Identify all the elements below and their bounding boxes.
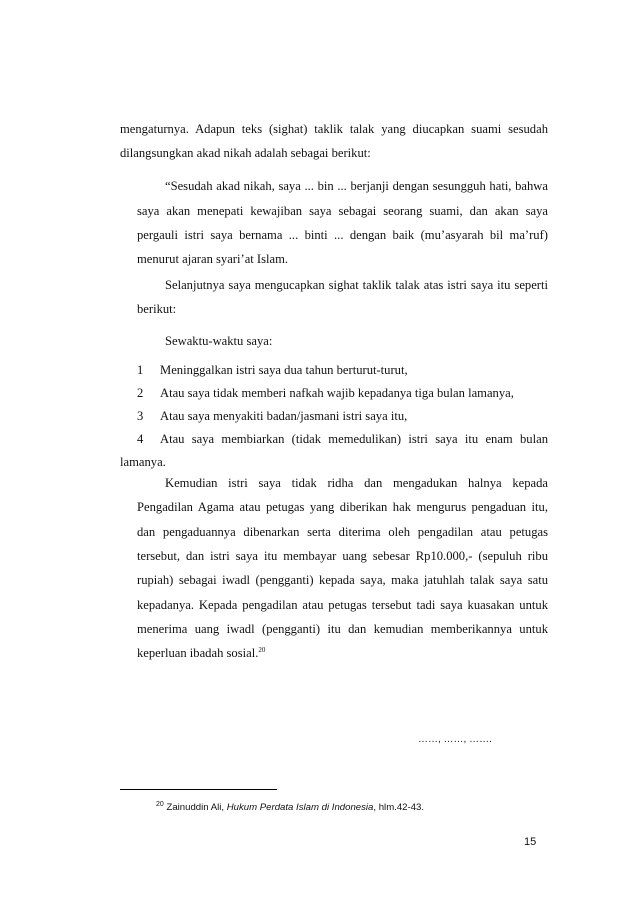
list-item: Atau saya menyakiti badan/jasmani istri saya itu, <box>160 409 408 423</box>
footnote-title: Hukum Perdata Islam di Indonesia <box>226 802 374 813</box>
paragraph-line: kepadanya. Kepada pengadilan atau petugas tersebut tadi saya kuasakan untuk <box>137 598 548 612</box>
ellipsis-text: ……, ……, ……. <box>418 734 492 745</box>
paragraph-line: menerima uang iwadl (pengganti) itu dan kemudian memberikannya untuk <box>137 622 548 636</box>
paragraph-line: dan pengaduannya dibenarkan serta diterima oleh pengadilan atau petugas <box>137 525 548 539</box>
quote-line: “Sesudah akad nikah, saya ... bin ... berjanji dengan sesungguh hati, bahwa <box>165 179 548 193</box>
paragraph-line: Kemudian istri saya tidak ridha dan mengadukan halnya kepada <box>165 476 548 490</box>
paragraph-line: tersebut, dan istri saya itu membayar uang sebesar Rp10.000,- (sepuluh ribu <box>137 549 548 563</box>
footnote-number: 20 <box>156 800 164 808</box>
paragraph-line: berikut: <box>137 302 177 316</box>
footnote <box>156 801 424 814</box>
footnote-reference[interactable]: 20 <box>258 645 266 654</box>
list-number: 4 <box>137 432 144 446</box>
list-number: 3 <box>137 409 144 423</box>
paragraph-line <box>137 645 265 661</box>
paragraph-line: dilangsungkan akad nikah adalah sebagai berikut: <box>120 146 371 160</box>
paragraph-text: keperluan ibadah sosial. <box>137 646 259 660</box>
list-item: Meninggalkan istri saya dua tahun berturut-turut, <box>160 363 408 377</box>
quote-line: pergauli istri saya bernama ... binti ... dengan baik (mu’asyarah bil ma’ruf) <box>137 228 548 242</box>
paragraph-line: Pengadilan Agama atau petugas yang diberikan hak mengurus pengaduan itu, <box>137 500 548 514</box>
footnote-author: Zainuddin Ali, <box>166 802 227 813</box>
list-tail: lamanya. <box>120 455 166 469</box>
page-number: 15 <box>524 836 537 848</box>
paragraph-line: Sewaktu-waktu saya: <box>165 334 273 348</box>
footnote-divider <box>120 789 277 790</box>
footnote-pages: , hlm.42-43. <box>373 802 425 813</box>
list-number: 2 <box>137 386 144 400</box>
list-item: Atau saya tidak memberi nafkah wajib kepadanya tiga bulan lamanya, <box>160 386 514 400</box>
paragraph-line: rupiah) sebagai iwadl (pengganti) kepada saya, maka jatuhlah talak saya satu <box>137 573 548 587</box>
list-number: 1 <box>137 363 144 377</box>
paragraph-line: mengaturnya. Adapun teks (sighat) taklik talak yang diucapkan suami sesudah <box>120 122 548 136</box>
list-item: Atau saya membiarkan (tidak memedulikan) istri saya itu enam bulan <box>160 432 548 446</box>
paragraph-line: Selanjutnya saya mengucapkan sighat taklik talak atas istri saya itu seperti <box>165 278 548 292</box>
quote-line: saya akan menepati kewajiban saya sebagai seorang suami, dan akan saya <box>137 204 548 218</box>
quote-line: menurut ajaran syari’at Islam. <box>137 252 289 266</box>
